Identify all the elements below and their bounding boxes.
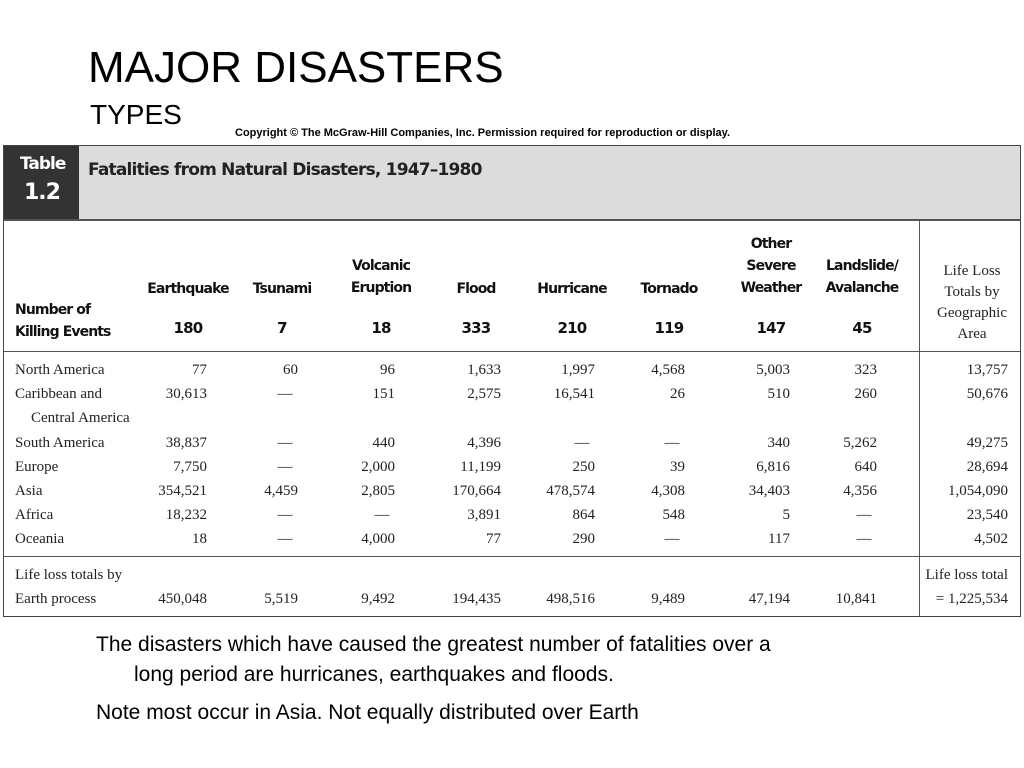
table-cell: 16,541 bbox=[553, 386, 595, 402]
row-total-cell: 4,502 bbox=[974, 531, 1008, 547]
footer-value-cell: 10,841 bbox=[835, 591, 877, 607]
note-line-2: long period are hurricanes, earthquakes and floods. bbox=[134, 663, 614, 686]
table-cell: — bbox=[574, 435, 590, 451]
row-total-cell: 1,054,090 bbox=[948, 483, 1008, 499]
killing-event-count: 147 bbox=[756, 319, 786, 337]
column-header bbox=[812, 255, 912, 299]
table-cell: 18 bbox=[192, 531, 207, 547]
life-loss-header-line: Area bbox=[957, 326, 987, 342]
row-header bbox=[15, 299, 110, 343]
table-cell: — bbox=[277, 531, 293, 547]
table-cell: 4,568 bbox=[651, 362, 685, 378]
row-label: Caribbean and bbox=[15, 386, 103, 402]
table-cell: 4,396 bbox=[467, 435, 501, 451]
table-cell: — bbox=[277, 459, 293, 475]
footer-value-cell: 498,516 bbox=[546, 591, 595, 607]
table-cell: 5 bbox=[782, 507, 790, 523]
table-cell: 39 bbox=[670, 459, 685, 475]
table-cell: 2,805 bbox=[361, 483, 395, 499]
table-cell: 4,356 bbox=[843, 483, 877, 499]
table-cell: 1,633 bbox=[467, 362, 501, 378]
row-label: Asia bbox=[15, 483, 43, 499]
note-paragraph-2: Note most occur in Asia. Not equally distributed over Earth bbox=[96, 701, 639, 724]
slide-title: MAJOR DISASTERS bbox=[88, 43, 504, 92]
table-cell: 151 bbox=[372, 386, 395, 402]
killing-event-count: 45 bbox=[852, 319, 872, 337]
footer-total-line2: = 1,225,534 bbox=[935, 591, 1008, 607]
row-label: North America bbox=[15, 362, 105, 378]
row-label: South America bbox=[15, 435, 105, 451]
killing-event-count: 7 bbox=[277, 319, 287, 337]
killing-event-count: 18 bbox=[371, 319, 391, 337]
table-cell: 290 bbox=[572, 531, 595, 547]
footer-value-cell: 5,519 bbox=[264, 591, 298, 607]
column-header-line: Severe bbox=[746, 258, 796, 274]
table-cell: — bbox=[277, 386, 293, 402]
table-cell: 478,574 bbox=[546, 483, 595, 499]
table-cell: 4,459 bbox=[264, 483, 298, 499]
life-loss-header-line: Life Loss bbox=[943, 263, 1001, 279]
table-cell: 354,521 bbox=[158, 483, 207, 499]
table-cell: 5,262 bbox=[843, 435, 877, 451]
life-loss-header-line: Totals by bbox=[944, 284, 1000, 300]
table-cell: 96 bbox=[380, 362, 395, 378]
table-cell: 4,000 bbox=[361, 531, 395, 547]
table-cell: 260 bbox=[854, 386, 877, 402]
column-header-line: Hurricane bbox=[537, 281, 607, 297]
table-cell: — bbox=[664, 435, 680, 451]
table-cell: 6,816 bbox=[756, 459, 790, 475]
row-total-cell: 23,540 bbox=[966, 507, 1008, 523]
table-cell: — bbox=[856, 507, 872, 523]
table-cell: 38,837 bbox=[165, 435, 207, 451]
column-header bbox=[522, 278, 622, 300]
table-cell: 26 bbox=[670, 386, 685, 402]
table-cell: 3,891 bbox=[467, 507, 501, 523]
killing-event-count: 210 bbox=[557, 319, 587, 337]
table-cell: 1,997 bbox=[561, 362, 595, 378]
column-header-line: Other bbox=[750, 236, 792, 252]
column-header-line: Landslide/ bbox=[826, 258, 898, 274]
column-header bbox=[426, 278, 526, 300]
footer-value-cell: 450,048 bbox=[158, 591, 207, 607]
row-header-line1: Number of bbox=[15, 302, 91, 318]
row-label: Africa bbox=[15, 507, 54, 523]
column-header-line: Tsunami bbox=[252, 281, 312, 297]
killing-event-count: 119 bbox=[654, 319, 684, 337]
row-header-line2: Killing Events bbox=[15, 324, 111, 340]
footer-rule bbox=[4, 556, 1020, 557]
table-cell: — bbox=[664, 531, 680, 547]
column-header-line: Avalanche bbox=[825, 280, 899, 296]
table-cell: 77 bbox=[486, 531, 501, 547]
table-cell: 4,308 bbox=[651, 483, 685, 499]
slide-subtitle: TYPES bbox=[90, 99, 182, 130]
row-label: Oceania bbox=[15, 531, 65, 547]
table-cell: 864 bbox=[572, 507, 595, 523]
table-label-number: 1.2 bbox=[24, 180, 60, 205]
column-header bbox=[721, 233, 821, 299]
note-paragraph-1 bbox=[96, 630, 771, 690]
footer-value-cell: 9,492 bbox=[361, 591, 395, 607]
table-header-bar bbox=[4, 146, 1020, 221]
life-loss-header-line: Geographic bbox=[937, 305, 1007, 321]
table-cell: 510 bbox=[767, 386, 790, 402]
table-cell: 548 bbox=[662, 507, 685, 523]
table-cell: 323 bbox=[854, 362, 877, 378]
column-header bbox=[232, 278, 332, 300]
footer-value-cell: 9,489 bbox=[651, 591, 685, 607]
table-cell: — bbox=[277, 507, 293, 523]
table-cell: 117 bbox=[768, 531, 790, 547]
column-header-line: Volcanic bbox=[351, 258, 411, 274]
fatalities-table bbox=[3, 145, 1021, 617]
killing-event-count: 333 bbox=[461, 319, 491, 337]
column-header bbox=[331, 255, 431, 299]
table-cell: — bbox=[856, 531, 872, 547]
table-cell: 11,199 bbox=[460, 459, 501, 475]
column-header bbox=[138, 278, 238, 300]
table-title: Fatalities from Natural Disasters, 1947–1980 bbox=[88, 160, 482, 180]
footer-total-line1: Life loss total bbox=[925, 567, 1008, 583]
table-cell: 340 bbox=[767, 435, 790, 451]
table-cell: 5,003 bbox=[756, 362, 790, 378]
table-cell: 30,613 bbox=[165, 386, 207, 402]
table-cell: 440 bbox=[372, 435, 395, 451]
life-loss-header bbox=[924, 261, 1020, 345]
table-cell: 640 bbox=[854, 459, 877, 475]
header-rule bbox=[4, 351, 1020, 352]
table-cell: 77 bbox=[192, 362, 207, 378]
note-line-1: The disasters which have caused the greatest number of fatalities over a bbox=[96, 633, 771, 656]
column-header-line: Eruption bbox=[350, 280, 412, 296]
killing-event-count: 180 bbox=[173, 319, 203, 337]
table-cell: 170,664 bbox=[452, 483, 501, 499]
table-cell: 60 bbox=[283, 362, 298, 378]
footer-value-cell: 47,194 bbox=[748, 591, 790, 607]
table-cell: 2,575 bbox=[467, 386, 501, 402]
column-header-line: Weather bbox=[740, 280, 802, 296]
total-column-divider bbox=[919, 219, 920, 617]
row-label: Central America bbox=[31, 410, 130, 426]
footer-label-line1: Life loss totals by bbox=[15, 567, 123, 583]
table-cell: 250 bbox=[572, 459, 595, 475]
row-total-cell: 28,694 bbox=[966, 459, 1008, 475]
row-label: Europe bbox=[15, 459, 59, 475]
copyright-notice: Copyright © The McGraw-Hill Companies, Inc. Permission required for reproduction or display. bbox=[235, 127, 731, 139]
footer-label-line2: Earth process bbox=[15, 591, 97, 607]
row-total-cell: 50,676 bbox=[966, 386, 1008, 402]
row-total-cell: 13,757 bbox=[966, 362, 1008, 378]
table-cell: 7,750 bbox=[173, 459, 207, 475]
column-header bbox=[619, 278, 719, 300]
row-total-cell: 49,275 bbox=[966, 435, 1008, 451]
table-cell: 2,000 bbox=[361, 459, 395, 475]
column-header-line: Flood bbox=[456, 281, 496, 297]
column-header-line: Tornado bbox=[640, 281, 698, 297]
column-header-line: Earthquake bbox=[147, 281, 229, 297]
table-cell: 34,403 bbox=[748, 483, 790, 499]
table-cell: 18,232 bbox=[165, 507, 207, 523]
table-cell: — bbox=[277, 435, 293, 451]
table-cell: — bbox=[374, 507, 390, 523]
table-label-word: Table bbox=[20, 154, 66, 174]
table-number-badge bbox=[4, 146, 79, 219]
footer-value-cell: 194,435 bbox=[452, 591, 501, 607]
